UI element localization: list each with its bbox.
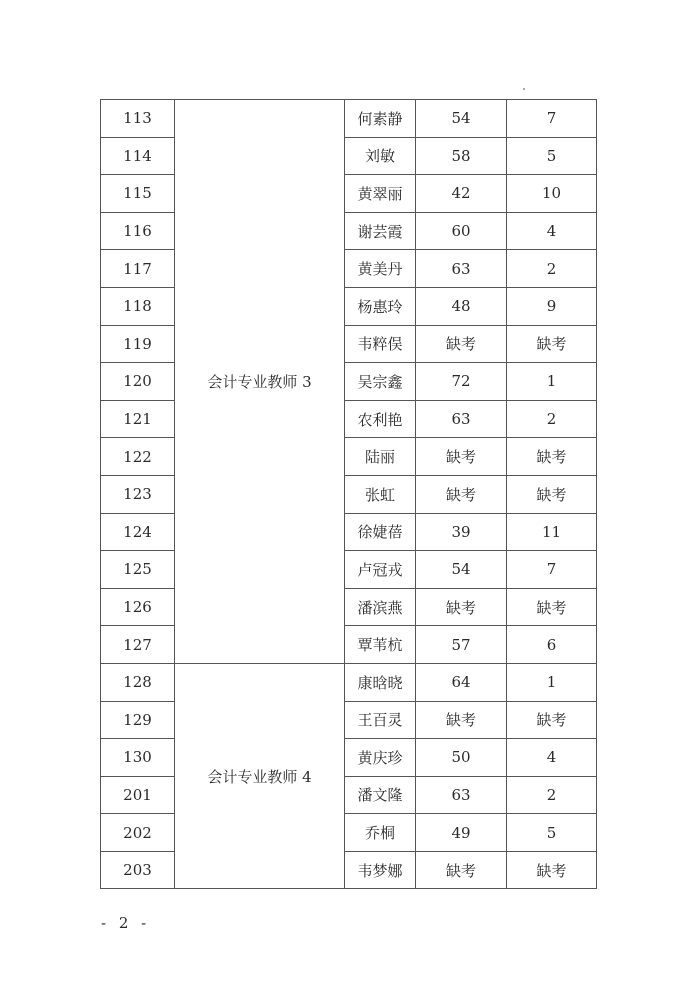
candidate-name-cell: 卢冠戎	[345, 551, 416, 589]
candidate-number-cell: 120	[101, 363, 175, 401]
candidate-number-cell: 124	[101, 513, 175, 551]
candidate-name-cell: 张虹	[345, 475, 416, 513]
candidate-number-cell: 127	[101, 626, 175, 664]
rank-cell: 11	[507, 513, 597, 551]
rank-cell: 缺考	[507, 851, 597, 889]
rank-cell: 缺考	[507, 438, 597, 476]
candidate-number-cell: 125	[101, 551, 175, 589]
score-cell: 57	[416, 626, 507, 664]
score-cell: 缺考	[416, 701, 507, 739]
candidate-name-cell: 刘敏	[345, 137, 416, 175]
candidate-name-cell: 杨惠玲	[345, 287, 416, 325]
rank-cell: 7	[507, 551, 597, 589]
candidate-number-cell: 130	[101, 739, 175, 777]
candidate-number-cell: 128	[101, 663, 175, 701]
candidate-number-cell: 113	[101, 100, 175, 138]
candidate-name-cell: 黄美丹	[345, 250, 416, 288]
candidate-name-cell: 黄庆珍	[345, 739, 416, 777]
candidate-number-cell: 119	[101, 325, 175, 363]
candidate-name-cell: 吴宗鑫	[345, 363, 416, 401]
score-table-body	[101, 100, 597, 889]
score-cell: 缺考	[416, 325, 507, 363]
candidate-name-cell: 潘滨燕	[345, 588, 416, 626]
score-cell: 缺考	[416, 438, 507, 476]
table-row	[101, 100, 597, 138]
rank-cell: 6	[507, 626, 597, 664]
candidate-name-cell: 农利艳	[345, 400, 416, 438]
score-cell: 39	[416, 513, 507, 551]
rank-cell: 1	[507, 663, 597, 701]
candidate-name-cell: 徐婕蓓	[345, 513, 416, 551]
rank-cell: 缺考	[507, 701, 597, 739]
rank-cell: 5	[507, 137, 597, 175]
candidate-number-cell: 114	[101, 137, 175, 175]
score-cell: 48	[416, 287, 507, 325]
rank-cell: 4	[507, 739, 597, 777]
scan-speck	[523, 88, 525, 90]
rank-cell: 7	[507, 100, 597, 138]
candidate-number-cell: 129	[101, 701, 175, 739]
candidate-name-cell: 乔桐	[345, 814, 416, 852]
score-cell: 42	[416, 175, 507, 213]
candidate-name-cell: 韦梦娜	[345, 851, 416, 889]
score-cell: 缺考	[416, 588, 507, 626]
score-cell: 72	[416, 363, 507, 401]
score-cell: 63	[416, 250, 507, 288]
candidate-name-cell: 何素静	[345, 100, 416, 138]
rank-cell: 5	[507, 814, 597, 852]
candidate-number-cell: 122	[101, 438, 175, 476]
candidate-name-cell: 陆丽	[345, 438, 416, 476]
candidate-number-cell: 115	[101, 175, 175, 213]
candidate-number-cell: 202	[101, 814, 175, 852]
candidate-name-cell: 黄翠丽	[345, 175, 416, 213]
score-table	[100, 99, 597, 889]
score-cell: 54	[416, 551, 507, 589]
rank-cell: 2	[507, 776, 597, 814]
candidate-number-cell: 118	[101, 287, 175, 325]
score-cell: 缺考	[416, 475, 507, 513]
rank-cell: 缺考	[507, 588, 597, 626]
candidate-number-cell: 126	[101, 588, 175, 626]
score-cell: 63	[416, 776, 507, 814]
score-cell: 63	[416, 400, 507, 438]
candidate-name-cell: 康晗晓	[345, 663, 416, 701]
candidate-number-cell: 123	[101, 475, 175, 513]
rank-cell: 1	[507, 363, 597, 401]
score-cell: 64	[416, 663, 507, 701]
score-cell: 49	[416, 814, 507, 852]
candidate-number-cell: 116	[101, 212, 175, 250]
candidate-number-cell: 121	[101, 400, 175, 438]
candidate-number-cell: 203	[101, 851, 175, 889]
rank-cell: 10	[507, 175, 597, 213]
candidate-number-cell: 201	[101, 776, 175, 814]
rank-cell: 2	[507, 250, 597, 288]
candidate-name-cell: 王百灵	[345, 701, 416, 739]
position-cell: 会计专业教师 4	[175, 663, 345, 889]
candidate-name-cell: 韦粹俣	[345, 325, 416, 363]
score-cell: 58	[416, 137, 507, 175]
candidate-name-cell: 潘文隆	[345, 776, 416, 814]
rank-cell: 缺考	[507, 475, 597, 513]
table-row	[101, 663, 597, 701]
rank-cell: 2	[507, 400, 597, 438]
candidate-name-cell: 谢芸霞	[345, 212, 416, 250]
rank-cell: 缺考	[507, 325, 597, 363]
candidate-name-cell: 覃苇杭	[345, 626, 416, 664]
score-cell: 60	[416, 212, 507, 250]
page-number: - 2 -	[101, 914, 151, 932]
score-cell: 50	[416, 739, 507, 777]
score-cell: 54	[416, 100, 507, 138]
position-cell: 会计专业教师 3	[175, 100, 345, 664]
rank-cell: 9	[507, 287, 597, 325]
score-cell: 缺考	[416, 851, 507, 889]
candidate-number-cell: 117	[101, 250, 175, 288]
rank-cell: 4	[507, 212, 597, 250]
